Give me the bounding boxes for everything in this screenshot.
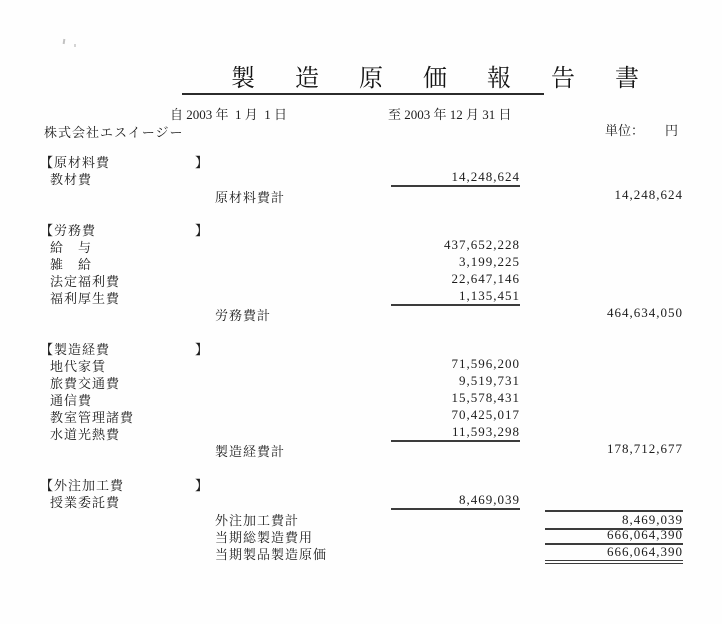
row-label: 法定福利費 [50, 274, 121, 289]
bracket-open: 【 [40, 478, 55, 493]
section-name: 外注加工費 [54, 478, 125, 493]
title-underline [182, 93, 544, 95]
row-label: 旅費交通費 [50, 376, 121, 391]
section-name: 原材料費 [54, 155, 111, 170]
summary-amount: 666,064,390 [545, 544, 683, 564]
row-label: 教材費 [50, 172, 93, 187]
row-label: 雑 給 [50, 257, 93, 272]
bracket-open: 【 [40, 223, 55, 238]
row-label: 教室管理諸費 [50, 410, 135, 425]
company-name: 株式会社エスイージー [44, 125, 184, 140]
summary-label: 外注加工費計 [215, 513, 300, 528]
unit-value: 円 [665, 123, 679, 138]
row-label: 水道光熱費 [50, 427, 121, 442]
section-header-manufacturing-expenses [0, 339, 722, 356]
unit-label: 単位： [605, 123, 645, 138]
bracket-close: 】 [195, 342, 209, 357]
row-amount: 71,596,200 [451, 356, 520, 371]
section-name: 製造経費 [54, 342, 111, 357]
total-amount: 14,248,624 [614, 187, 683, 202]
section-header-raw-materials [0, 152, 722, 169]
scan-speck [63, 39, 66, 44]
section-header-labor [0, 220, 722, 237]
section-total-row [0, 187, 722, 204]
row-amount: 1,135,451 [391, 288, 520, 306]
expense-row [0, 254, 722, 271]
bracket-close: 】 [195, 223, 209, 238]
section-total-row [0, 441, 722, 458]
row-amount: 11,593,298 [391, 424, 520, 442]
summary-label: 当期総製造費用 [215, 530, 314, 545]
row-amount: 14,248,624 [391, 169, 520, 187]
page-title: 製 造 原 価 報 告 書 [231, 66, 656, 92]
row-amount: 3,199,225 [459, 254, 520, 269]
expense-row [0, 237, 722, 254]
total-amount: 464,634,050 [607, 305, 683, 320]
total-label: 製造経費計 [215, 444, 286, 459]
expense-row [0, 288, 722, 305]
row-label: 地代家賃 [50, 359, 107, 374]
expense-row [0, 407, 722, 424]
row-label: 給 与 [50, 240, 93, 255]
row-label: 福利厚生費 [50, 291, 121, 306]
row-amount: 70,425,017 [451, 407, 520, 422]
total-amount: 178,712,677 [607, 441, 683, 456]
summary-amount: 666,064,390 [545, 527, 683, 545]
summary-label: 当期製品製造原価 [215, 547, 328, 562]
section-total-row [0, 305, 722, 322]
row-amount: 22,647,146 [451, 271, 520, 286]
expense-row [0, 356, 722, 373]
row-label: 授業委託費 [50, 495, 121, 510]
row-amount: 8,469,039 [391, 492, 520, 510]
bracket-close: 】 [195, 478, 209, 493]
row-label: 通信費 [50, 393, 93, 408]
bracket-close: 】 [195, 155, 209, 170]
bracket-open: 【 [40, 342, 55, 357]
expense-row [0, 271, 722, 288]
row-amount: 437,652,228 [444, 237, 520, 252]
total-label: 労務費計 [215, 308, 272, 323]
row-amount: 9,519,731 [459, 373, 520, 388]
bracket-open: 【 [40, 155, 55, 170]
expense-row [0, 169, 722, 186]
expense-row [0, 424, 722, 441]
scan-speck [74, 44, 76, 47]
expense-row [0, 390, 722, 407]
section-header-outsourced-processing [0, 475, 722, 492]
summary-row-total-manufacturing-cost [0, 527, 722, 544]
row-amount: 15,578,431 [451, 390, 520, 405]
period-to: 至 2003 年 12 月 31 日 [388, 107, 512, 122]
expense-row [0, 373, 722, 390]
section-name: 労務費 [54, 223, 97, 238]
summary-amount: 8,469,039 [545, 510, 683, 530]
period-from: 自 2003 年 1 月 1 日 [170, 107, 288, 122]
summary-row-outsourced-total [0, 510, 722, 527]
expense-row [0, 492, 722, 509]
total-label: 原材料費計 [215, 190, 286, 205]
summary-row-cost-of-products-manufactured [0, 544, 722, 561]
